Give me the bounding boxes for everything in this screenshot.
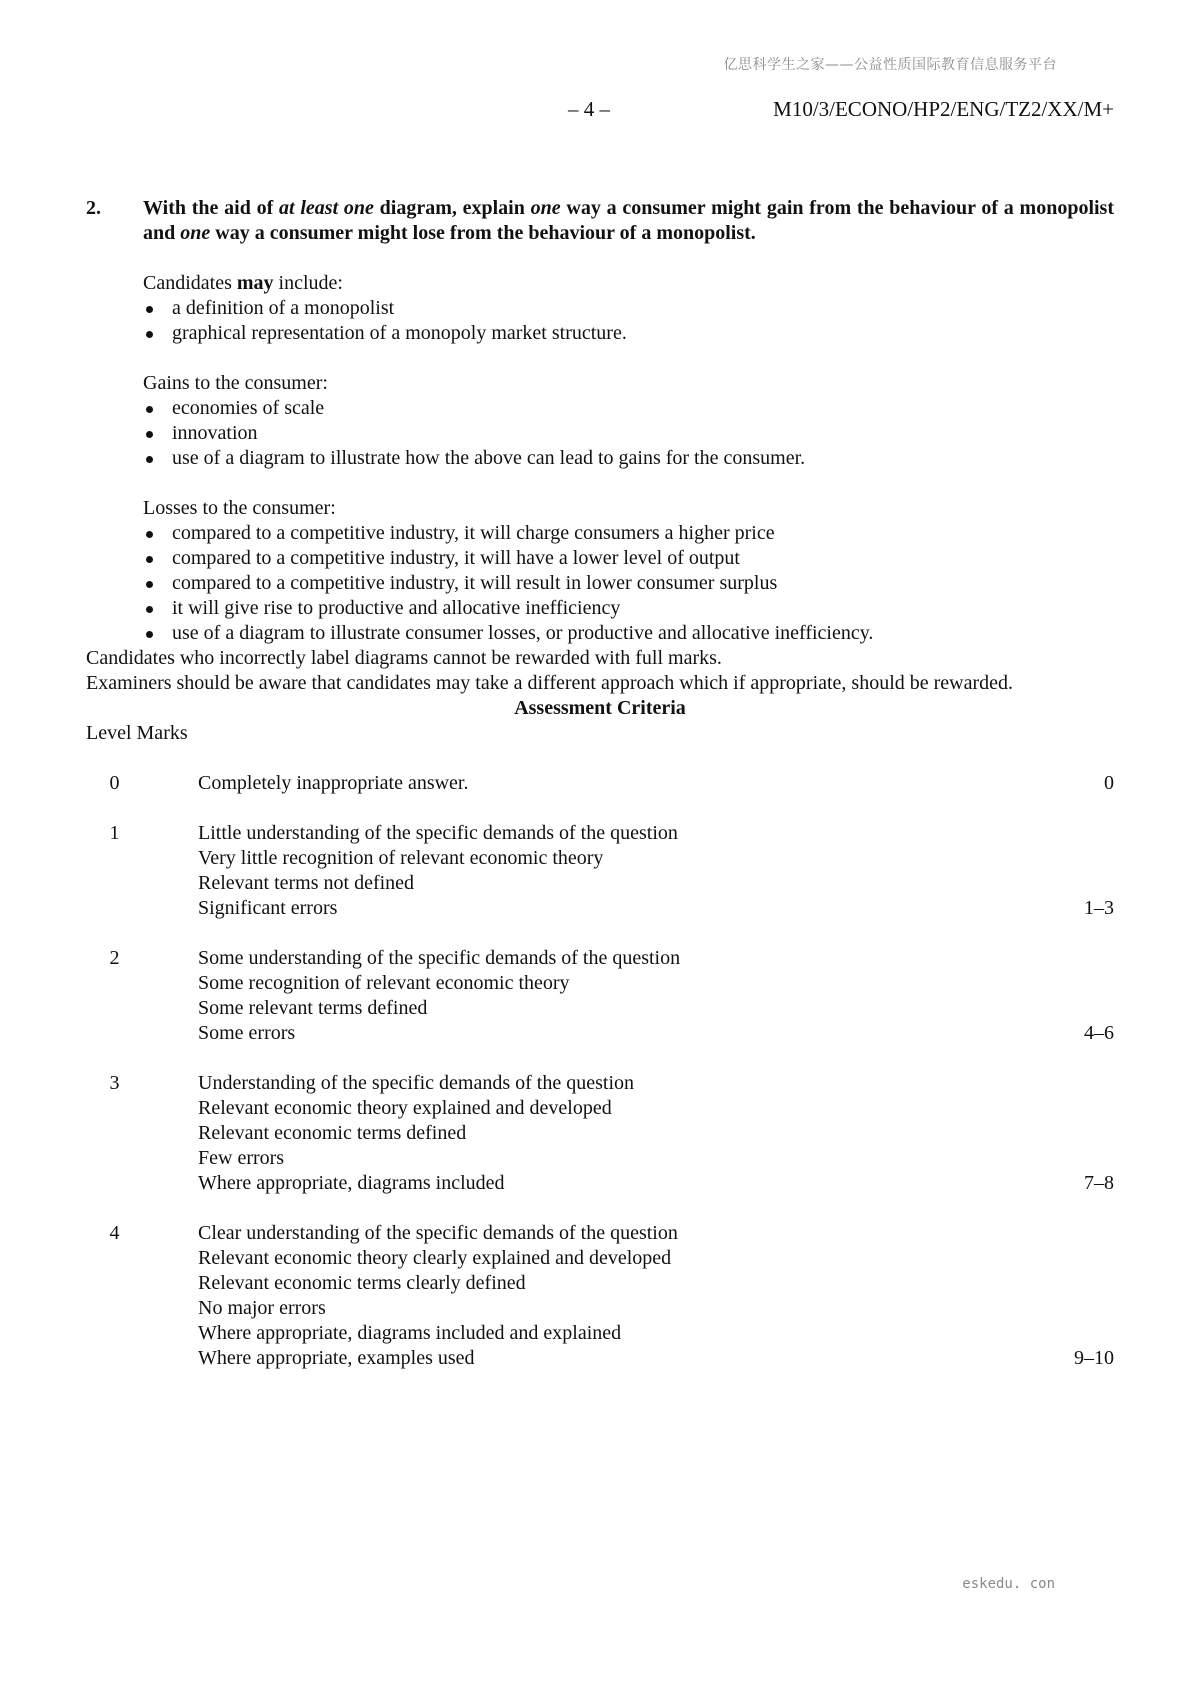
bullet-icon [146, 406, 153, 413]
level-line: Clear understanding of the specific demands of the question [198, 1222, 678, 1244]
bullet-icon [146, 456, 153, 463]
list-item [143, 296, 1114, 321]
level-number: 0 [109, 772, 120, 794]
list-item [143, 596, 1114, 621]
list-item-text: a definition of a monopolist [172, 297, 395, 319]
level-lines [198, 1221, 1054, 1371]
level-number: 3 [109, 1072, 120, 1094]
question-number: 2. [86, 197, 101, 219]
list-item [143, 321, 1114, 346]
level-description [198, 1221, 1114, 1371]
level-line: Few errors [198, 1147, 285, 1169]
level-line: Where appropriate, diagrams included [198, 1172, 505, 1194]
level-lines [198, 821, 1054, 921]
losses-intro: Losses to the consumer: [143, 497, 336, 519]
list-item-text: innovation [172, 422, 258, 444]
level-line: Relevant economic terms clearly defined [198, 1272, 526, 1294]
level-row [86, 1071, 1114, 1196]
level-line: Significant errors [198, 897, 338, 919]
candidates-list [143, 296, 1114, 346]
assessment-criteria-heading: Assessment Criteria [514, 697, 686, 719]
list-item [143, 396, 1114, 421]
level-lines [198, 771, 1054, 796]
list-item-text: compared to a competitive industry, it will result in lower consumer surplus [172, 572, 778, 594]
level-row [86, 1221, 1114, 1371]
level-line: Where appropriate, diagrams included and explained [198, 1322, 622, 1344]
candidates-section [143, 271, 1114, 346]
list-item [143, 446, 1114, 471]
list-item-text: it will give rise to productive and allocative inefficiency [172, 597, 621, 619]
level-line: Some errors [198, 1022, 296, 1044]
page-content [86, 196, 1114, 1396]
level-line: Understanding of the specific demands of the question [198, 1072, 634, 1094]
level-marks: 9–10 [1074, 1347, 1114, 1369]
level-line: No major errors [198, 1297, 326, 1319]
losses-list [143, 521, 1114, 646]
level-marks: 4–6 [1084, 1022, 1114, 1044]
level-row [86, 821, 1114, 921]
level-row [86, 946, 1114, 1046]
level-number: 4 [109, 1222, 120, 1244]
level-number: 2 [109, 947, 120, 969]
list-item-text: use of a diagram to illustrate consumer losses, or productive and allocative inefficiency. [172, 622, 874, 644]
question-emphasis: one [530, 197, 561, 219]
level-marks-header: Level Marks [86, 722, 188, 744]
level-description [198, 821, 1114, 921]
bullet-icon [146, 631, 153, 638]
level-line: Some relevant terms defined [198, 997, 428, 1019]
list-item-text: compared to a competitive industry, it will have a lower level of output [172, 547, 740, 569]
question-text-part: way a consumer might lose from the behaviour of a monopolist. [210, 222, 756, 244]
bullet-icon [146, 431, 153, 438]
assessment-levels [86, 771, 1114, 1371]
list-item [143, 421, 1114, 446]
bottom-watermark: eskedu. con [962, 1576, 1055, 1592]
question-text-part: With the aid of [143, 197, 280, 219]
level-row [86, 771, 1114, 796]
intro-text: include: [273, 272, 343, 294]
bullet-icon [146, 556, 153, 563]
bullet-icon [146, 531, 153, 538]
level-line: Relevant economic theory clearly explained and developed [198, 1247, 672, 1269]
candidates-intro [143, 271, 1114, 296]
question-emphasis: at least one [279, 197, 374, 219]
list-item-text: compared to a competitive industry, it will charge consumers a higher price [172, 522, 775, 544]
level-line: Where appropriate, examples used [198, 1347, 475, 1369]
list-item-text: use of a diagram to illustrate how the above can lead to gains for the consumer. [172, 447, 806, 469]
question-emphasis: one [180, 222, 211, 244]
level-marks: 1–3 [1084, 897, 1114, 919]
intro-text: Candidates [143, 272, 237, 294]
level-description [198, 946, 1114, 1046]
question-text-part: diagram, explain [373, 197, 531, 219]
top-watermark: 亿思科学生之家——公益性质国际教育信息服务平台 [723, 57, 1057, 73]
question-2 [86, 196, 1114, 246]
document-code: M10/3/ECONO/HP2/ENG/TZ2/XX/M+ [773, 97, 1114, 121]
level-marks: 7–8 [1084, 1172, 1114, 1194]
list-item-text: graphical representation of a monopoly market structure. [172, 322, 627, 344]
level-line: Relevant terms not defined [198, 872, 415, 894]
bullet-icon [146, 581, 153, 588]
level-description [198, 1071, 1114, 1196]
list-item [143, 621, 1114, 646]
level-line: Very little recognition of relevant economic theory [198, 847, 604, 869]
level-marks: 0 [1104, 772, 1114, 794]
level-line: Some recognition of relevant economic theory [198, 972, 570, 994]
intro-bold: may [236, 272, 274, 294]
level-description [198, 771, 1114, 796]
bullet-icon [146, 606, 153, 613]
gains-intro: Gains to the consumer: [143, 372, 328, 394]
diagrams-note: Candidates who incorrectly label diagrams cannot be rewarded with full marks. [86, 647, 722, 669]
list-item-text: economies of scale [172, 397, 325, 419]
examiners-note: Examiners should be aware that candidates may take a different approach which if appropriate, should be rewarded. [86, 672, 1014, 694]
level-line: Relevant economic terms defined [198, 1122, 467, 1144]
bullet-icon [146, 306, 153, 313]
level-lines [198, 1071, 1054, 1196]
level-line: Some understanding of the specific demands of the question [198, 947, 681, 969]
page-number: – 4 – [568, 97, 610, 121]
bullet-icon [146, 331, 153, 338]
list-item [143, 571, 1114, 596]
question-text [143, 196, 1114, 246]
list-item [143, 546, 1114, 571]
question-text-part: way a consumer might gain from the behaviour of a monopolist and [143, 197, 1114, 244]
level-lines [198, 946, 1054, 1046]
level-line: Little understanding of the specific demands of the question [198, 822, 678, 844]
gains-section [143, 371, 1114, 471]
losses-section [143, 496, 1114, 646]
gains-list [143, 396, 1114, 471]
list-item [143, 521, 1114, 546]
level-number: 1 [109, 822, 120, 844]
level-line: Relevant economic theory explained and developed [198, 1097, 612, 1119]
level-line: Completely inappropriate answer. [198, 772, 469, 794]
